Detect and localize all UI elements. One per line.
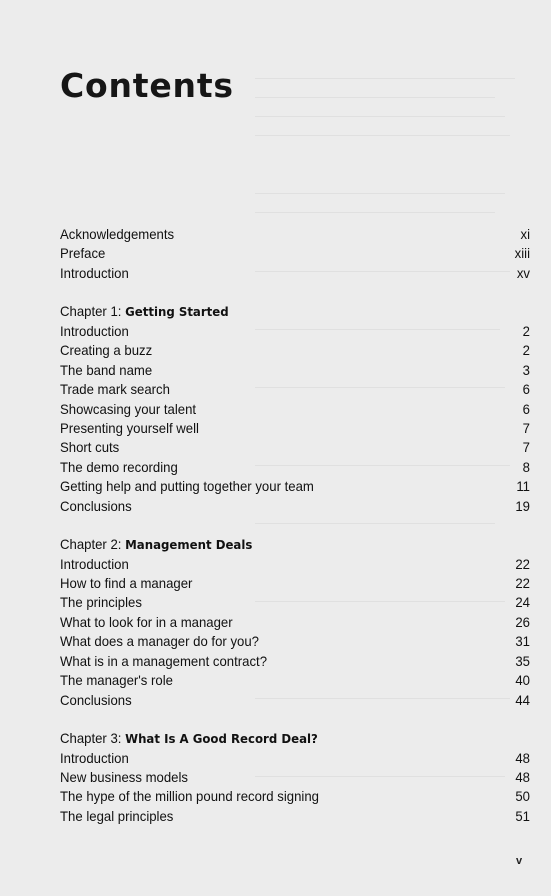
chapter-heading bbox=[60, 302, 502, 321]
chapter-section bbox=[60, 535, 530, 710]
entry-page-number: 6 bbox=[522, 381, 530, 398]
entry-page-number: 11 bbox=[516, 478, 530, 495]
chapter-entry bbox=[60, 691, 530, 710]
entry-title: Conclusions bbox=[60, 691, 132, 708]
entry-title: The manager's role bbox=[60, 672, 173, 689]
chapter-entry bbox=[60, 497, 530, 516]
entry-page-number: 51 bbox=[515, 807, 530, 824]
entry-page-number: xi bbox=[520, 226, 530, 242]
entry-title: Presenting yourself well bbox=[60, 419, 199, 436]
chapter-entry bbox=[60, 419, 530, 438]
entry-page-number: 2 bbox=[522, 322, 530, 339]
entry-title: Creating a buzz bbox=[60, 342, 153, 359]
chapter-entry bbox=[60, 555, 530, 574]
entry-page-number: 22 bbox=[515, 555, 530, 572]
entry-title: Introduction bbox=[60, 264, 129, 281]
entry-page-number: 50 bbox=[515, 788, 530, 805]
entry-page-number: 44 bbox=[515, 691, 530, 708]
entry-page-number: 22 bbox=[515, 575, 530, 591]
chapter-title: Getting Started bbox=[125, 304, 229, 320]
chapter-entry bbox=[60, 458, 530, 477]
entry-page-number: xiii bbox=[514, 245, 530, 262]
entry-page-number: 26 bbox=[515, 613, 530, 630]
entry-page-number: 24 bbox=[515, 594, 530, 611]
entry-page-number: xv bbox=[516, 264, 530, 281]
entry-title: What is in a management contract? bbox=[60, 652, 268, 669]
entry-title: Introduction bbox=[60, 322, 129, 339]
entry-page-number: 7 bbox=[522, 439, 530, 456]
chapter-entry bbox=[60, 671, 530, 690]
entry-title: Showcasing your talent bbox=[60, 400, 197, 417]
entry-page-number: 7 bbox=[522, 419, 530, 436]
front-matter-entry bbox=[60, 225, 530, 244]
chapter-entry bbox=[60, 322, 530, 341]
entry-page-number: 31 bbox=[515, 633, 530, 650]
page-number: v bbox=[516, 855, 523, 867]
entry-page-number: 40 bbox=[515, 672, 530, 689]
entry-title: Preface bbox=[60, 245, 106, 262]
entry-page-number: 48 bbox=[515, 768, 530, 785]
entry-title: The hype of the million pound record signing bbox=[60, 788, 319, 805]
front-matter bbox=[60, 225, 530, 283]
chapter-entry bbox=[60, 438, 530, 457]
chapter-section bbox=[60, 302, 530, 516]
chapter-entry bbox=[60, 380, 530, 399]
entry-page-number: 3 bbox=[522, 361, 530, 378]
chapter-entry bbox=[60, 749, 530, 768]
chapter-entry bbox=[60, 613, 530, 632]
entry-title: New business models bbox=[60, 768, 189, 785]
entry-page-number: 48 bbox=[515, 749, 530, 766]
page-title: Contents bbox=[60, 66, 234, 105]
entry-title: The demo recording bbox=[60, 458, 178, 475]
chapter-entry bbox=[60, 400, 530, 419]
chapter-entry bbox=[60, 787, 530, 806]
chapter-entry bbox=[60, 807, 530, 826]
chapter-entry bbox=[60, 652, 530, 671]
entry-title: Acknowledgements bbox=[60, 226, 175, 242]
chapter-entry bbox=[60, 341, 530, 360]
chapter-entry bbox=[60, 768, 530, 787]
entry-title: The principles bbox=[60, 594, 142, 611]
chapter-number: Chapter 3: bbox=[60, 730, 126, 747]
entry-title: How to find a manager bbox=[60, 575, 193, 591]
entry-title: Conclusions bbox=[60, 497, 132, 514]
entry-page-number: 19 bbox=[515, 497, 530, 514]
chapter-entry bbox=[60, 361, 530, 380]
chapter-entry bbox=[60, 574, 530, 593]
chapter-heading bbox=[60, 729, 502, 748]
entry-title: Short cuts bbox=[60, 439, 120, 456]
entry-title: The band name bbox=[60, 361, 153, 378]
entry-page-number: 2 bbox=[522, 342, 530, 359]
entry-title: What does a manager do for you? bbox=[60, 633, 259, 650]
table-of-contents bbox=[60, 225, 530, 845]
chapter-number: Chapter 1: bbox=[60, 303, 126, 320]
entry-title: What to look for in a manager bbox=[60, 613, 233, 630]
chapter-section bbox=[60, 729, 530, 826]
chapter-number: Chapter 2: bbox=[60, 536, 126, 553]
entry-title: Introduction bbox=[60, 555, 129, 572]
entry-page-number: 8 bbox=[522, 458, 530, 475]
chapter-title: What Is A Good Record Deal? bbox=[125, 731, 318, 747]
chapter-entry bbox=[60, 477, 530, 496]
entry-title: Trade mark search bbox=[60, 381, 170, 398]
entry-title: Getting help and putting together your team bbox=[60, 478, 314, 495]
entry-title: Introduction bbox=[60, 749, 129, 766]
front-matter-entry bbox=[60, 264, 530, 283]
chapter-entry bbox=[60, 593, 530, 612]
entry-page-number: 6 bbox=[522, 400, 530, 417]
entry-page-number: 35 bbox=[515, 652, 530, 669]
chapter-entry bbox=[60, 632, 530, 651]
chapter-heading bbox=[60, 535, 502, 554]
entry-title: The legal principles bbox=[60, 807, 174, 824]
front-matter-entry bbox=[60, 244, 530, 263]
chapter-title: Management Deals bbox=[125, 537, 253, 553]
